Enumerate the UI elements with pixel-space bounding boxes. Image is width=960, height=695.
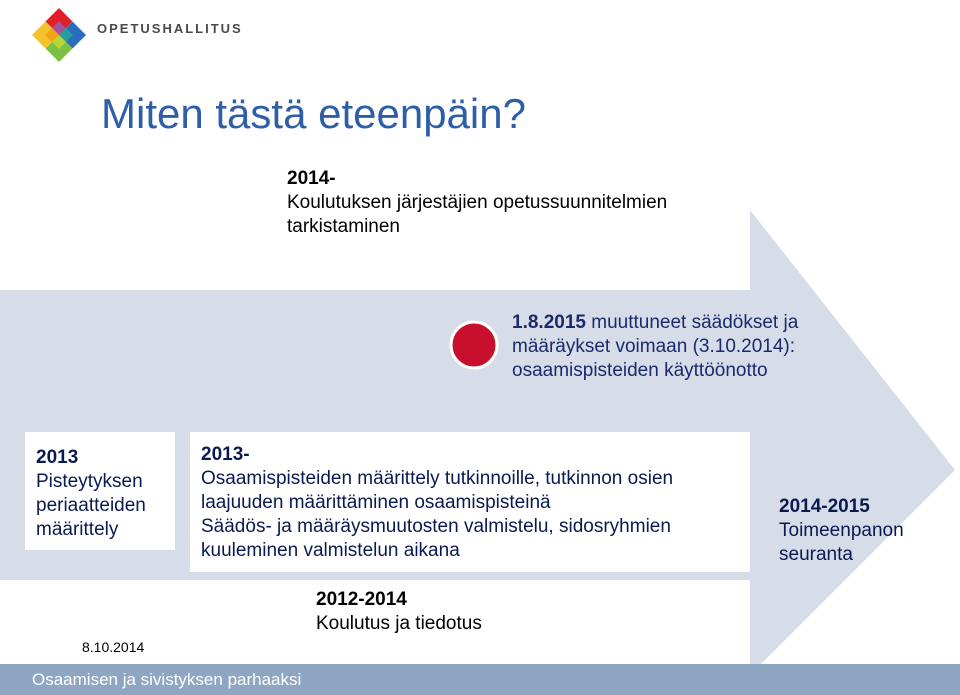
phase-training-box [316, 588, 482, 636]
phase-followup-year: 2014-2015 [779, 496, 870, 517]
red-circle-icon [451, 322, 497, 368]
announcement-text [512, 311, 798, 383]
upper-phase-year: 2014- [287, 168, 336, 189]
page-title: Miten tästä eteenpäin? [101, 90, 526, 137]
announcement-line: muuttuneet säädökset ja [585, 312, 799, 333]
phase-main-line: laajuuden määrittäminen osaamispisteinä [201, 492, 551, 513]
org-name: OPETUSHALLITUS [97, 21, 243, 36]
phase-training-year: 2012-2014 [316, 589, 407, 610]
phase-main-line: Säädös- ja määräysmuutosten valmistelu, sidosryhmien [201, 516, 671, 537]
announcement-line: osaamispisteiden käyttöönotto [512, 360, 768, 381]
announcement-date: 1.8.2015 [512, 312, 586, 333]
diamond-logo-icon [32, 8, 86, 62]
phase-followup-box [779, 495, 904, 567]
announcement-line: määräykset voimaan (3.10.2014): [512, 336, 796, 357]
phase-training-line: Koulutus ja tiedotus [316, 613, 482, 634]
phase-followup-line: seuranta [779, 544, 853, 565]
footer-slogan: Osaamisen ja sivistyksen parhaaksi [32, 670, 302, 689]
upper-phase-line: Koulutuksen järjestäjien opetussuunnitelmien [287, 192, 668, 213]
phase-main-line: Osaamispisteiden määrittely tutkinnoille, tutkinnon osien [201, 468, 674, 489]
phase-main-box [201, 443, 673, 563]
upper-phase-line: tarkistaminen [287, 216, 400, 237]
slide-date: 8.10.2014 [82, 639, 145, 655]
upper-phase-text [287, 167, 667, 239]
phase-2013-box [36, 446, 146, 542]
phase-2013-line: periaatteiden [36, 495, 146, 516]
phase-followup-line: Toimeenpanon [779, 520, 904, 541]
phase-2013-year: 2013 [36, 447, 79, 468]
phase-2013-line: määrittely [36, 519, 119, 540]
phase-main-year: 2013- [201, 444, 250, 465]
phase-2013-line: Pisteytyksen [36, 471, 143, 492]
phase-main-line: kuuleminen valmistelun aikana [201, 540, 460, 561]
